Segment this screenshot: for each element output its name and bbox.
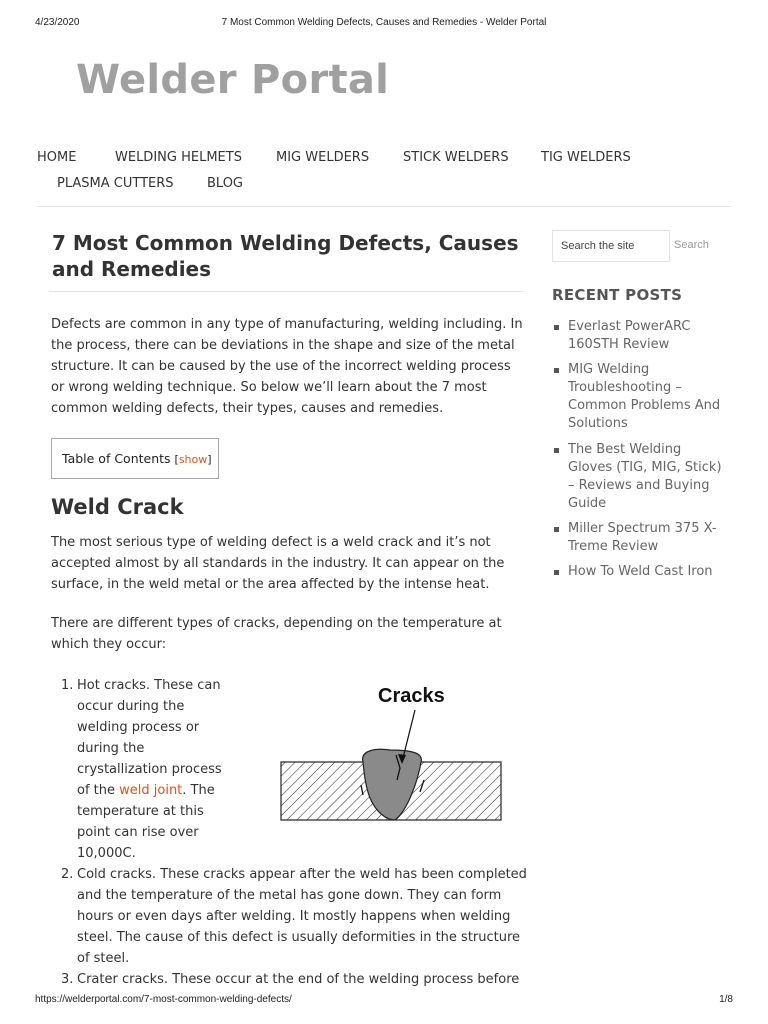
nav-blog[interactable]: BLOG	[207, 176, 244, 191]
recent-posts-heading: RECENT POSTS	[552, 286, 683, 304]
site-logo[interactable]: Welder Portal	[76, 57, 390, 103]
section-heading-weld-crack: Weld Crack	[51, 495, 184, 519]
bullet-icon	[554, 368, 559, 373]
toc-label: Table of Contents	[62, 451, 171, 466]
weld-joint-link[interactable]: weld joint	[119, 783, 183, 798]
intro-paragraph: Defects are common in any type of manufacturing, welding including. In the process, there can be deviations in the shape and size of the metal structure. It can be caused by the use of the incorrect welding process or wrong welding technique. So below we’ll learn about the 7 most common welding defects, their types, causes and remedies.	[51, 317, 523, 416]
print-header	[0, 17, 768, 31]
post-title: 7 Most Common Welding Defects, Causes and Remedies	[52, 231, 519, 281]
nav-divider	[37, 206, 731, 207]
print-page-title: 7 Most Common Welding Defects, Causes and Remedies - Welder Portal	[221, 17, 547, 28]
nav-tig-welders[interactable]: TIG WELDERS	[541, 150, 631, 165]
list-item: 3. Crater cracks. These occur at the end of the welding process before	[61, 972, 520, 987]
list-item: 1. Hot cracks. These can occur during the welding process or during the crystallization process of the weld joint. The temperature at this point can rise over 10,000C.	[61, 678, 222, 861]
print-date: 4/23/2020	[35, 17, 80, 28]
nav-stick-welders[interactable]: STICK WELDERS	[403, 150, 509, 165]
recent-post-link[interactable]: Everlast PowerARC 160STH Review	[568, 319, 691, 352]
toc-show-link[interactable]: show	[178, 453, 208, 466]
table-of-contents: Table of Contents [show]	[51, 438, 219, 479]
nav-mig-welders[interactable]: MIG WELDERS	[276, 150, 370, 165]
bullet-icon	[554, 448, 559, 453]
list-item: 2. Cold cracks. These cracks appear after the weld has been completed and the temperature of the metal has gone down. They can form hours or even days after welding. It mostly happens when welding steel. The cause of this defect is usually deformities in the structure of steel.	[61, 867, 527, 966]
recent-post-link[interactable]: The Best Welding Gloves (TIG, MIG, Stick) – Reviews and Buying Guide	[568, 442, 722, 511]
figure-label: Cracks	[378, 685, 445, 707]
bullet-icon	[554, 570, 559, 575]
title-divider	[49, 291, 523, 292]
bullet-icon	[554, 527, 559, 532]
nav-home[interactable]: HOME	[37, 150, 77, 165]
nav-welding-helmets[interactable]: WELDING HELMETS	[115, 150, 242, 165]
print-footer	[0, 994, 768, 1008]
search-button[interactable]: Search	[674, 239, 709, 251]
weld-crack-paragraph: The most serious type of welding defect is a weld crack and it’s not accepted almost by all standards in the industry. It can appear on the surface, in the weld metal or the area affected by the intense heat.	[51, 535, 505, 592]
recent-post-link[interactable]: Miller Spectrum 375 X-Treme Review	[568, 521, 717, 554]
print-page-number: 1/8	[719, 994, 733, 1005]
print-url: https://welderportal.com/7-most-common-welding-defects/	[35, 994, 292, 1005]
recent-post-link[interactable]: MIG Welding Troubleshooting – Common Problems And Solutions	[568, 362, 721, 431]
cracks-illustration	[278, 680, 504, 825]
search-input[interactable]: Search the site	[552, 230, 670, 262]
bullet-icon	[554, 325, 559, 330]
nav-plasma-cutters[interactable]: PLASMA CUTTERS	[57, 176, 174, 191]
recent-post-link[interactable]: How To Weld Cast Iron	[568, 564, 713, 579]
crack-types-paragraph: There are different types of cracks, depending on the temperature at which they occur:	[51, 616, 502, 652]
